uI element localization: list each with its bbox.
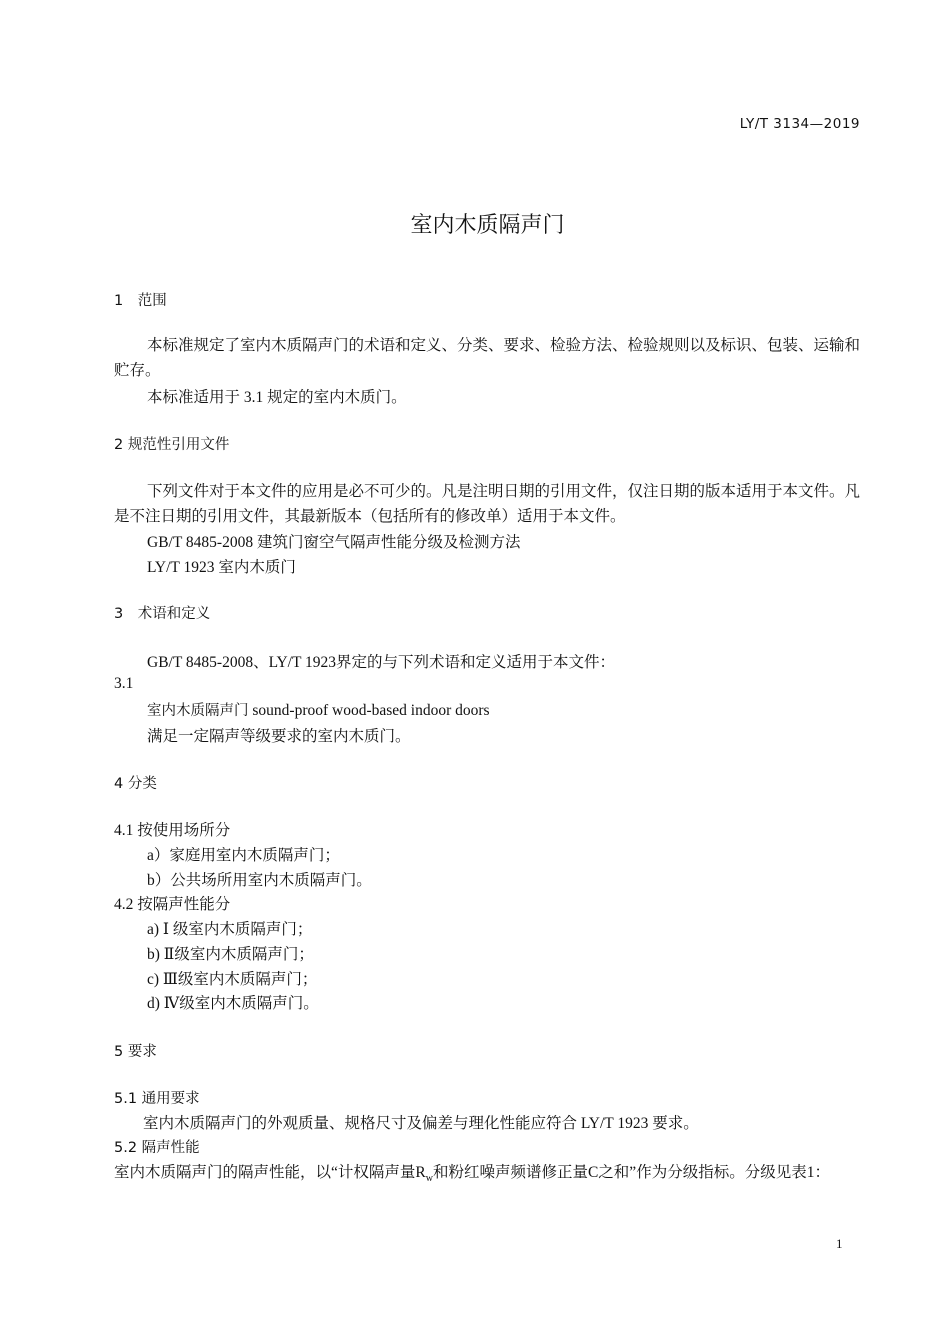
reference-item: GB/T 8485-2008 建筑门窗空气隔声性能分级及检测方法 xyxy=(147,534,521,551)
term-english: sound-proof wood-based indoor doors xyxy=(248,702,490,719)
section-2-paragraph: 下列文件对于本文件的应用是必不可少的。凡是注明日期的引用文件，仅注日期的版本适用于本文件。凡是不注日期的引用文件，其最新版本（包括所有的修改单）适用于本文件。 xyxy=(114,483,861,525)
text-part: 和粉红噪声频谱修正量C之和”作为分级指标。分级见表1： xyxy=(432,1164,830,1181)
section-2-heading: 2 规范性引用文件 xyxy=(114,437,230,453)
term-entry xyxy=(147,699,490,720)
section-3-heading: 3 术语和定义 xyxy=(114,606,211,622)
page-number: 1 xyxy=(836,1236,843,1251)
text-part: 室内木质隔声门的隔声性能，以“计权隔声量R xyxy=(114,1164,426,1181)
term-definition: 满足一定隔声等级要求的室内木质门。 xyxy=(147,728,411,745)
section-1-paragraph: 本标准规定了室内木质隔声门的术语和定义、分类、要求、检验方法、检验规则以及标识、包装、运输和贮存。 xyxy=(114,337,861,379)
subscript: w xyxy=(425,1173,433,1185)
reference-item: LY/T 1923 室内木质门 xyxy=(147,559,296,576)
list-item: c) Ⅲ级室内木质隔声门； xyxy=(147,971,318,988)
subsection-4-1-heading: 4.1 按使用场所分 xyxy=(114,822,231,839)
subsection-5-2-heading: 5.2 隔声性能 xyxy=(114,1140,200,1156)
document-code: LY/T 3134—2019 xyxy=(739,116,860,132)
section-1-heading: 1 范围 xyxy=(114,293,167,309)
section-3-intro: GB/T 8485-2008、LY/T 1923界定的与下列术语和定义适用于本文件： xyxy=(147,654,616,671)
subsection-5-1-text: 室内木质隔声门的外观质量、规格尺寸及偏差与理化性能应符合 LY/T 1923 要求。 xyxy=(143,1115,699,1132)
list-item: b）公共场所用室内木质隔声门。 xyxy=(147,872,372,889)
list-item: a) Ⅰ 级室内木质隔声门； xyxy=(147,921,313,938)
subsection-4-2-heading: 4.2 按隔声性能分 xyxy=(114,896,231,913)
subsection-5-1-heading: 5.1 通用要求 xyxy=(114,1091,200,1107)
section-4-heading: 4 分类 xyxy=(114,776,157,792)
term-chinese: 室内木质隔声门 xyxy=(147,703,249,719)
document-title: 室内木质隔声门 xyxy=(410,213,565,238)
section-1-scope-note: 本标准适用于 3.1 规定的室内木质门。 xyxy=(147,389,407,406)
term-number: 3.1 xyxy=(114,675,134,692)
section-5-heading: 5 要求 xyxy=(114,1044,157,1060)
list-item: a）家庭用室内木质隔声门； xyxy=(147,847,340,864)
list-item: b) Ⅱ级室内木质隔声门； xyxy=(147,946,314,963)
subsection-5-2-text xyxy=(114,1160,860,1191)
list-item: d) Ⅳ级室内木质隔声门。 xyxy=(147,995,319,1012)
